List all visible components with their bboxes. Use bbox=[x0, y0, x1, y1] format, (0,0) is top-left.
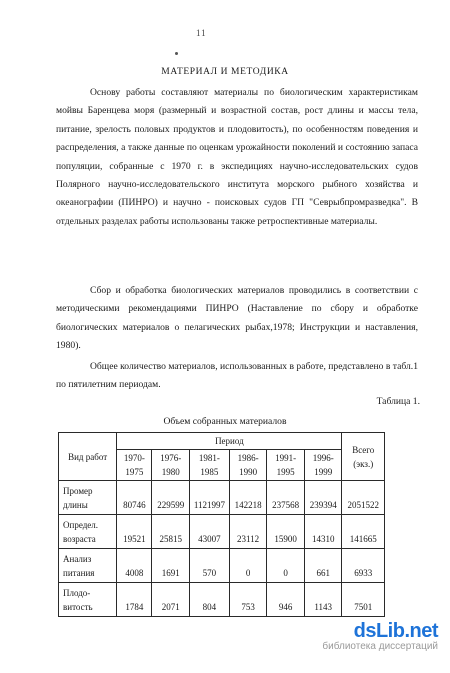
table-cell: 661 bbox=[304, 549, 342, 583]
materials-table bbox=[58, 432, 385, 617]
row-header-cell: Вид работ bbox=[59, 433, 117, 481]
total-header-cell: Всего (экз.) bbox=[342, 433, 385, 481]
period-cell: 1991-1995 bbox=[267, 450, 305, 481]
table-cell: 80746 bbox=[117, 481, 152, 515]
table-cell: 229599 bbox=[152, 481, 190, 515]
period-cell: 1986-1990 bbox=[229, 450, 267, 481]
watermark-site: dsLib.net bbox=[353, 620, 438, 642]
table-cell: 239394 bbox=[304, 481, 342, 515]
table-cell: 1143 bbox=[304, 583, 342, 617]
row-label: Анализ питания bbox=[59, 549, 117, 583]
period-cell: 1976-1980 bbox=[152, 450, 190, 481]
table-cell: 237568 bbox=[267, 481, 305, 515]
table-cell: 946 bbox=[267, 583, 305, 617]
period-cell: 1970-1975 bbox=[117, 450, 152, 481]
table-cell: 4008 bbox=[117, 549, 152, 583]
table-row bbox=[59, 549, 385, 583]
table-cell-total: 2051522 bbox=[342, 481, 385, 515]
table-cell: 142218 bbox=[229, 481, 267, 515]
table-row bbox=[59, 515, 385, 549]
table-label: Таблица 1. bbox=[376, 396, 420, 407]
watermark-logo bbox=[322, 620, 438, 652]
table-caption: Объем собранных материалов bbox=[163, 416, 287, 427]
table-cell: 25815 bbox=[152, 515, 190, 549]
table-cell-total: 6933 bbox=[342, 549, 385, 583]
table-cell: 23112 bbox=[229, 515, 267, 549]
table-cell: 1121997 bbox=[190, 481, 230, 515]
paragraph-3: Общее количество материалов, использованных в работе, представлено в табл.1 по пятилетним периодам. bbox=[56, 361, 418, 391]
table-row bbox=[59, 583, 385, 617]
table-cell: 1784 bbox=[117, 583, 152, 617]
paragraph-2: Сбор и обработка биологических материалов проводились в соответствии с методическими рекомендациями ПИНРО (Наставление по сбору и обработке биологических материалов о пелагических рыбах,1978; Инструкции и наставления, 1980). bbox=[56, 285, 418, 352]
row-label: Плодо-витость bbox=[59, 583, 117, 617]
period-cell: 1996-1999 bbox=[304, 450, 342, 481]
row-label: Определ. возраста bbox=[59, 515, 117, 549]
table-cell: 570 bbox=[190, 549, 230, 583]
table-cell: 753 bbox=[229, 583, 267, 617]
table-cell: 2071 bbox=[152, 583, 190, 617]
table-cell-total: 7501 bbox=[342, 583, 385, 617]
table-row bbox=[59, 481, 385, 515]
watermark-tagline: библиотека диссертаций bbox=[322, 641, 438, 652]
table-cell: 14310 bbox=[304, 515, 342, 549]
table-cell-total: 141665 bbox=[342, 515, 385, 549]
table-cell: 43007 bbox=[190, 515, 230, 549]
period-cell: 1981-1985 bbox=[190, 450, 230, 481]
table-cell: 804 bbox=[190, 583, 230, 617]
table-cell: 0 bbox=[229, 549, 267, 583]
table-cell: 1691 bbox=[152, 549, 190, 583]
paragraph-1: Основу работы составляют материалы по биологическим характеристикам мойвы Баренцева моря (размерный и возрастной состав, рост длины и массы тела, питание, зрелость половых продуктов и плодовитость), по особенностям поведения и распределения, а также данные по оценкам урожайности поколений и состоянию запаса популяции, собранные с 1970 г. в экспедициях научно-исследовательских судов Полярного научно-исследовательского института морского рыбного хозяйства и океанографии (ПИНРО) и научно - поисковых судов ГП "Севрыбпромразведка". В отдельных разделах работы использованы также ретроспективные материалы. bbox=[56, 87, 418, 227]
page-mark: 11 bbox=[196, 28, 207, 38]
row-label: Промер длины bbox=[59, 481, 117, 515]
table-cell: 19521 bbox=[117, 515, 152, 549]
section-heading: МАТЕРИАЛ И МЕТОДИКА bbox=[161, 67, 289, 77]
period-header-cell: Период bbox=[117, 433, 342, 450]
table-cell: 15900 bbox=[267, 515, 305, 549]
table-cell: 0 bbox=[267, 549, 305, 583]
scan-dot bbox=[175, 52, 178, 55]
